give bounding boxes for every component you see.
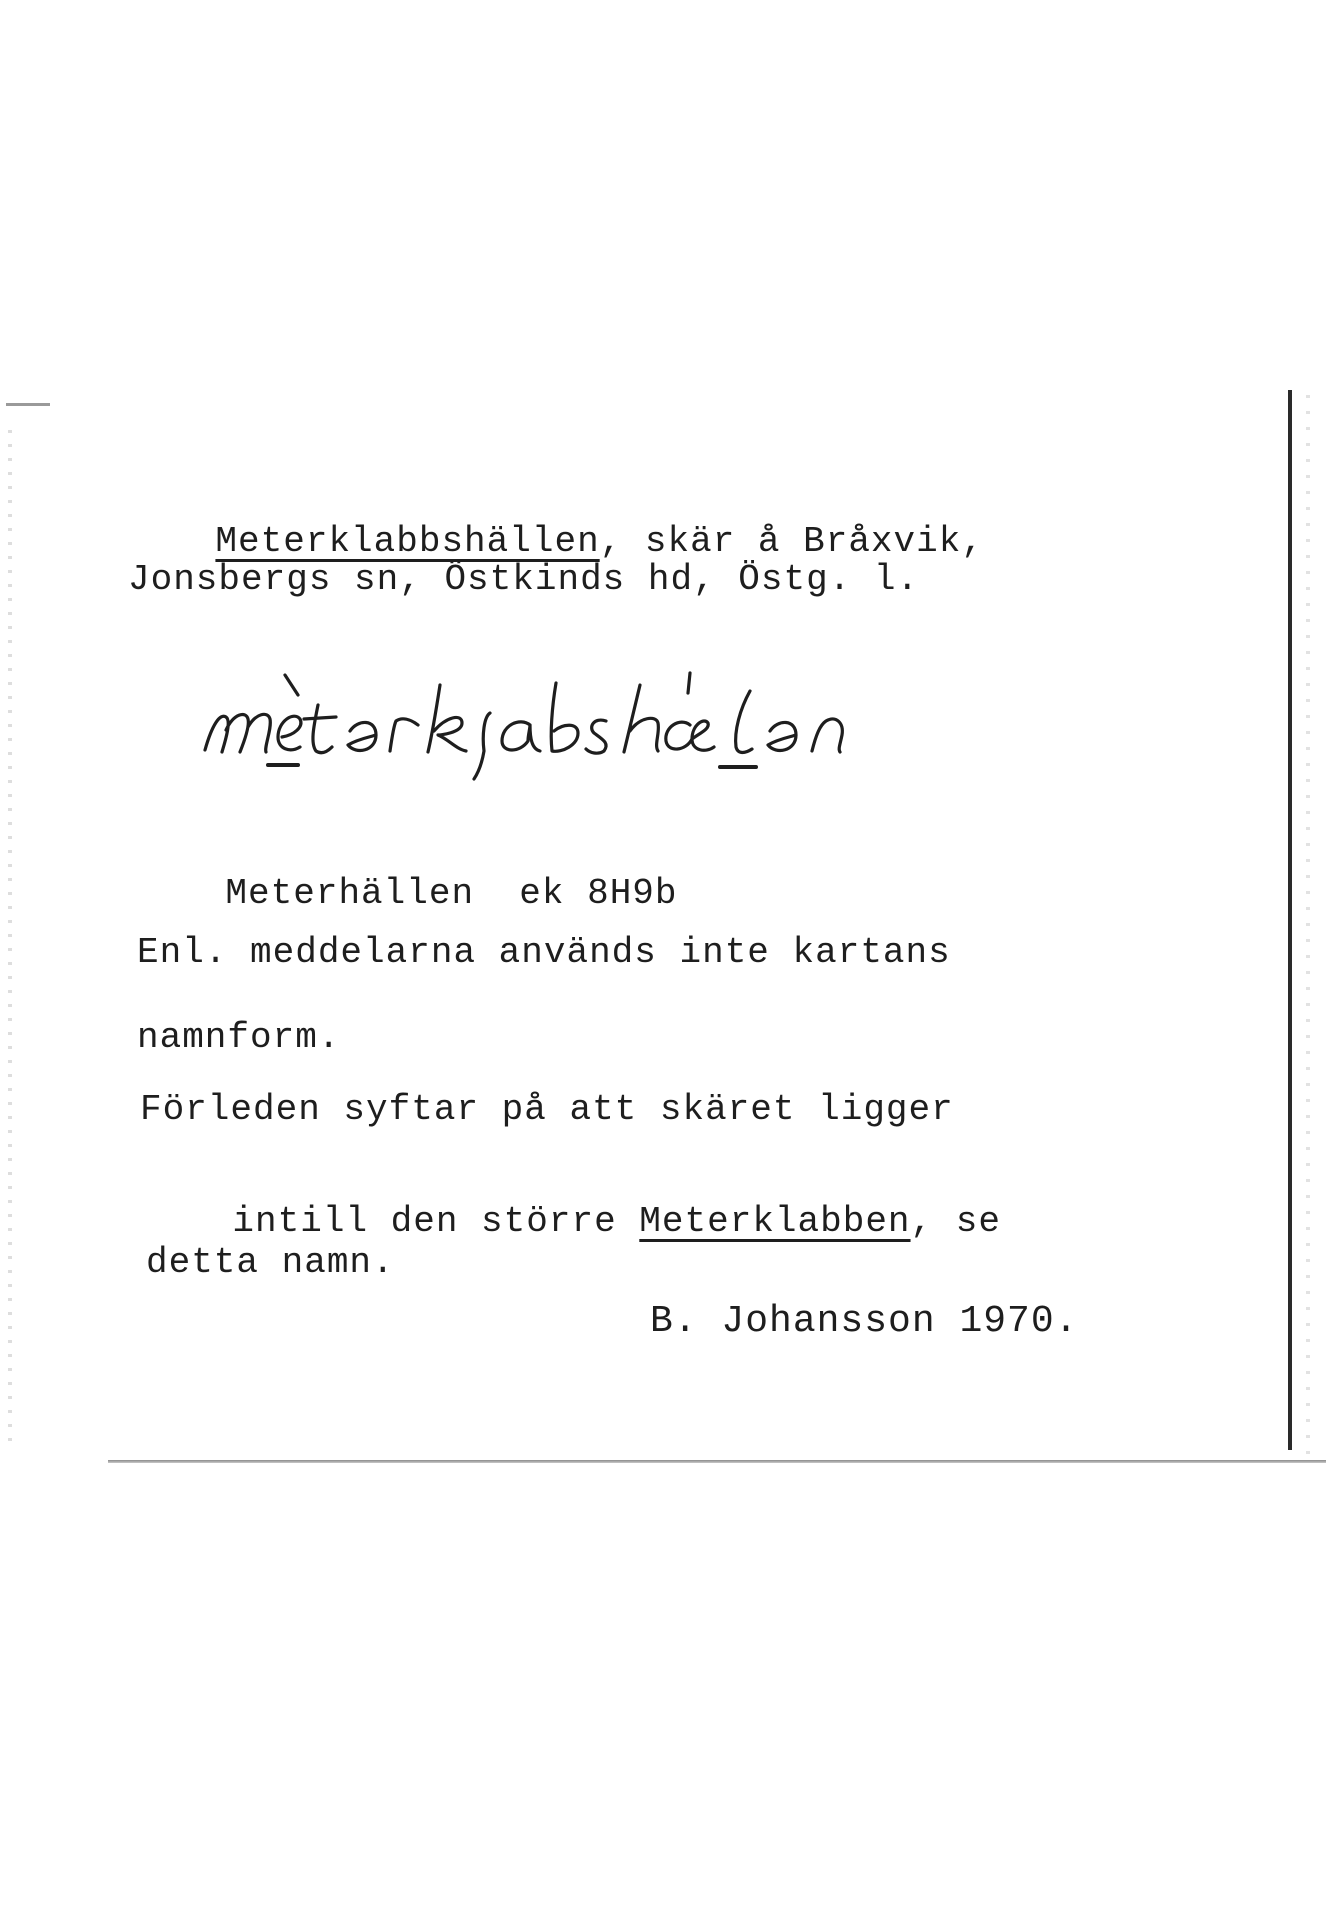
note-line-4-end: , se (910, 1201, 1001, 1242)
note-line-5: detta namn. (146, 1242, 395, 1283)
note-line-3: Förleden syftar på att skäret ligger (140, 1089, 954, 1130)
note-line-4-start: intill den större (232, 1201, 640, 1242)
note-line-2: namnform. (137, 1017, 341, 1058)
card-right-edge (1288, 390, 1292, 1450)
card-bottom-edge (108, 1460, 1326, 1463)
signature: B. Johansson 1970. (650, 1300, 1079, 1343)
location-line: Jonsbergs sn, Östkinds hd, Östg. l. (128, 559, 920, 600)
map-reference: ek 8H9b (519, 873, 678, 914)
headword-description: , skär å Bråxvik, (599, 521, 984, 562)
cross-reference: Meterklabben (639, 1201, 911, 1242)
headword: Meterklabbshällen (215, 521, 600, 562)
phonetic-handwriting (190, 655, 870, 785)
scan-margin-dots (8, 430, 12, 1450)
scan-speck (6, 403, 50, 406)
map-form-label: Meterhällen (225, 873, 475, 914)
scan-right-dots (1306, 395, 1310, 1455)
note-line-1: Enl. meddelarna används inte kartans (137, 932, 951, 973)
